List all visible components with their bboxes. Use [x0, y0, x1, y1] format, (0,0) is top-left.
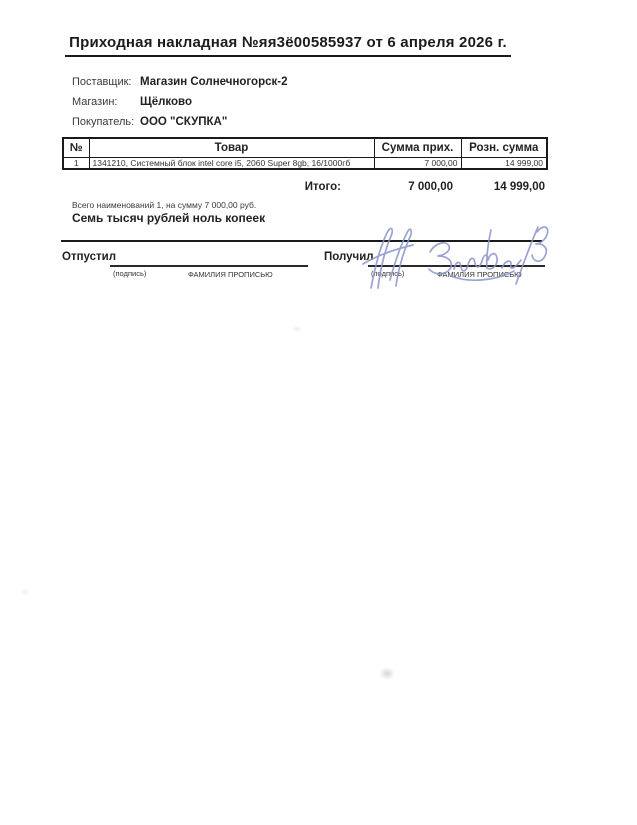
document-title: Приходная накладная №яя3ё00585937 от 6 апреля 2026 г. [65, 34, 511, 57]
header-income-sum: Сумма прих. [374, 138, 461, 157]
supplier-row [72, 76, 287, 96]
amount-in-words: Семь тысяч рублей ноль копеек [72, 211, 266, 225]
scan-smudge [379, 667, 395, 680]
store-row [72, 96, 287, 116]
items-table [62, 137, 548, 170]
row-product: 1341210, Системный блок intel core i5, 2060 Super 8gb, 16/1000гб [89, 157, 374, 169]
header-retail-sum: Розн. сумма [461, 138, 547, 157]
received-signature-caption: (подпись) [371, 269, 405, 278]
total-income-sum: 7 000,00 [408, 181, 453, 193]
released-by-label: Отпустил [62, 251, 117, 263]
signature-ink-strokes [363, 227, 548, 288]
received-by-label: Получил [324, 251, 374, 263]
received-surname-caption: ФАМИЛИЯ ПРОПИСЬЮ [437, 270, 522, 279]
row-retail-sum: 14 999,00 [461, 157, 547, 169]
supplier-value: Магазин Солнечногорск-2 [140, 76, 288, 88]
store-label: Магазин: [72, 96, 118, 108]
released-surname-caption: ФАМИЛИЯ ПРОПИСЬЮ [188, 270, 273, 279]
row-num: 1 [63, 157, 89, 169]
released-signature-caption: (подпись) [113, 269, 147, 278]
scan-smudge [20, 588, 30, 596]
header-num: № [63, 138, 89, 157]
total-label: Итого: [304, 181, 341, 193]
items-table-header-row [63, 138, 547, 157]
table-row [63, 157, 547, 169]
buyer-value: ООО "СКУПКА" [140, 116, 228, 128]
buyer-row [72, 116, 287, 136]
supplier-label: Поставщик: [72, 76, 132, 88]
items-count-line: Всего наименований 1, на сумму 7 000,00 руб. [72, 200, 257, 210]
store-value: Щёлково [140, 96, 192, 108]
total-retail-sum: 14 999,00 [493, 181, 545, 193]
parties-info [72, 76, 287, 136]
totals-row [62, 181, 546, 193]
header-product: Товар [89, 138, 374, 157]
released-signature-line [110, 265, 308, 267]
handwritten-signature [358, 218, 558, 293]
row-income-sum: 7 000,00 [374, 157, 461, 169]
buyer-label: Покупатель: [72, 116, 135, 128]
scan-smudge [292, 325, 302, 333]
